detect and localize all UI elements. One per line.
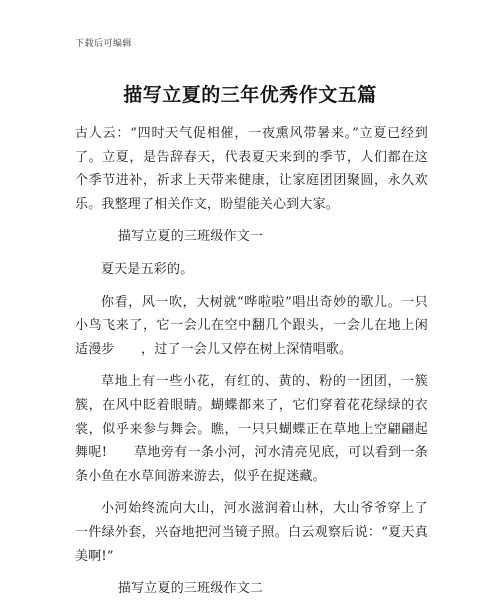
header-note: 下载后可编辑 [75, 39, 133, 49]
essay-heading-1: 描写立夏的三班级作文一 [117, 229, 264, 245]
document-title: 描写立夏的三年优秀作文五篇 [123, 84, 377, 106]
essay-paragraph: 草地上有一些小花，有红的、黄的、粉的一团团，一簇簇，在风中眨着眼睛。蝴蝶都来了，它们穿着花花绿绿的衣裳，似乎来参与舞会。瞧，一只只蝴蝶正在草地上空翩翩起舞呢! 草地旁有一条小河，河水清亮见底，可以看到一条条小鱼在水草间游来游去，似乎在捉迷藏。 [75, 374, 428, 484]
essay-heading-2: 描写立夏的三班级作文二 [117, 581, 264, 597]
essay-paragraph: 你看，风一吹，大树就“哗啦啦”唱出奇妙的歌儿。一只小鸟飞来了，它一会儿在空中翻几个跟头，一会儿在地上闲适漫步 ，过了一会儿又停在树上深情唱歌。 [75, 294, 428, 357]
essay-paragraph: 夏天是五彩的。 [101, 261, 194, 277]
essay-paragraph: 小河始终流向大山，河水滋润着山林，大山爷爷穿上了一件绿外套，兴奋地把河当镜子照。白云观察后说：“夏天真美啊!” [75, 501, 428, 564]
intro-paragraph: 古人云：“四时天气促相催，一夜熏风带暑来。”立夏已经到了。立夏，是告辞春天，代表夏天来到的季节，人们都在这个季节进补，祈求上天带来健康，让家庭团团聚圆，永久欢乐。我整理了相关作文，盼望能关心到大家。 [75, 126, 428, 212]
document-body [75, 122, 428, 601]
